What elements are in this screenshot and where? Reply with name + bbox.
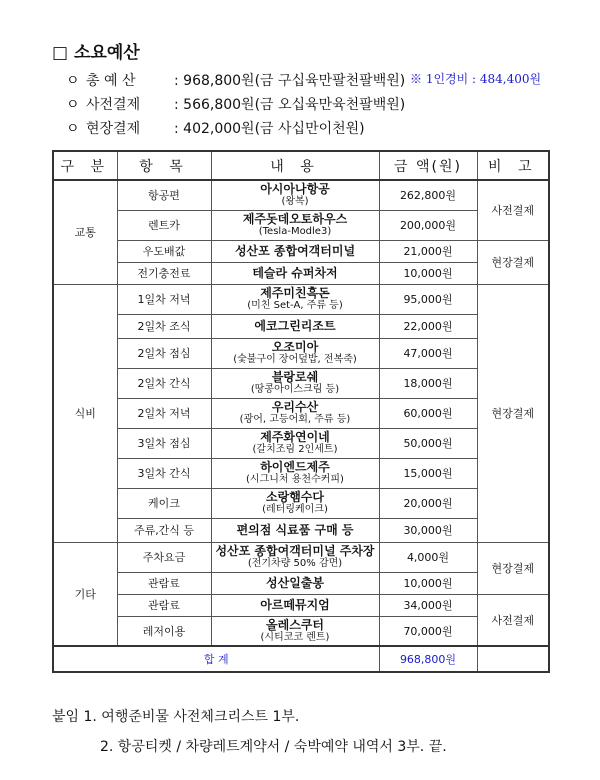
table-row — [53, 488, 549, 518]
content-cell — [211, 210, 379, 240]
content-cell — [211, 338, 379, 368]
content-detail: (Tesla-Modle3) — [258, 226, 332, 237]
content-name: 우리수산 — [271, 400, 319, 414]
table-row — [53, 314, 549, 338]
table-row — [53, 284, 549, 314]
amount-cell: 50,000원 — [379, 428, 477, 458]
amount-cell: 262,800원 — [379, 180, 477, 210]
table-header-row — [53, 151, 549, 180]
amount-cell: 60,000원 — [379, 398, 477, 428]
content-name: 아시아나항공 — [260, 182, 330, 197]
header-amount: 금 액(원) — [379, 151, 477, 180]
content-name: 제주돗데오토하우스 — [242, 212, 348, 226]
content-name: 아르떼뮤지엄 — [260, 598, 330, 612]
table-row — [53, 572, 549, 594]
per-person-note: ※ 1인경비 : 484,400원 — [410, 72, 542, 86]
content-cell — [211, 240, 379, 262]
item-cell: 주차요금 — [117, 542, 211, 572]
content-name: 제주화연이네 — [260, 430, 330, 444]
summary-total: ㅇ 총 예 산 : 968,800원(금 구십육만팔천팔백원) — [66, 73, 406, 89]
table-body — [53, 180, 549, 672]
item-cell: 레저이용 — [117, 616, 211, 646]
amount-cell: 95,000원 — [379, 284, 477, 314]
content-name: 테슬라 슈퍼차저 — [252, 266, 338, 280]
remark-cell: 현장결제 — [477, 240, 549, 284]
table-row — [53, 542, 549, 572]
content-name: 제주미친흑돈 — [260, 286, 330, 300]
content-cell — [211, 180, 379, 210]
item-cell: 케이크 — [117, 488, 211, 518]
item-cell: 2일차 저녁 — [117, 398, 211, 428]
content-detail: (시그니처 용천수커피) — [246, 474, 344, 485]
total-remark — [477, 646, 549, 672]
header-remark: 비 고 — [477, 151, 549, 180]
table-row — [53, 518, 549, 542]
content-detail: (땅콩아이스크림 등) — [250, 384, 340, 395]
amount-cell: 20,000원 — [379, 488, 477, 518]
amount-cell: 70,000원 — [379, 616, 477, 646]
total-amount: 968,800원 — [379, 646, 477, 672]
content-name: 성산일출봉 — [266, 576, 324, 590]
content-name: 에코그린리조트 — [254, 319, 336, 333]
content-cell — [211, 594, 379, 616]
remark-cell: 현장결제 — [477, 284, 549, 542]
item-cell: 관람료 — [117, 572, 211, 594]
category-cell: 기타 — [53, 542, 117, 646]
item-cell: 1일차 저녁 — [117, 284, 211, 314]
content-cell — [211, 572, 379, 594]
amount-cell: 4,000원 — [379, 542, 477, 572]
content-cell — [211, 616, 379, 646]
summary-onsite: ㅇ 현장결제 : 402,000원(금 사십만이천원) — [66, 121, 365, 137]
content-name: 올레스쿠터 — [266, 617, 324, 632]
table-row — [53, 262, 549, 284]
attachment-line-2: 2. 항공티켓 / 차량레트계약서 / 숙박예약 내역서 3부. 끝. — [100, 739, 447, 755]
amount-cell: 200,000원 — [379, 210, 477, 240]
category-cell: 교통 — [53, 180, 117, 284]
amount-cell: 21,000원 — [379, 240, 477, 262]
header-category: 구 분 — [53, 151, 117, 180]
content-name: 편의점 식료품 구매 등 — [236, 523, 354, 537]
content-name: 성산포 종합여객터미널 — [234, 244, 356, 258]
table-row — [53, 594, 549, 616]
category-cell: 식비 — [53, 284, 117, 542]
content-name: 오조미아 — [271, 340, 319, 354]
item-cell: 관람료 — [117, 594, 211, 616]
item-cell: 주류,간식 등 — [117, 518, 211, 542]
table-row — [53, 616, 549, 646]
header-content: 내 용 — [211, 151, 379, 180]
section-title: □ 소요예산 — [52, 43, 140, 63]
budget-table — [52, 150, 550, 673]
total-label: 합 계 — [53, 646, 379, 672]
table-row — [53, 458, 549, 488]
amount-cell: 34,000원 — [379, 594, 477, 616]
item-cell: 항공편 — [117, 180, 211, 210]
content-cell — [211, 398, 379, 428]
remark-cell: 사전결제 — [477, 180, 549, 240]
remark-cell: 현장결제 — [477, 542, 549, 594]
content-name: 하이엔드제주 — [260, 460, 330, 474]
content-detail: (전기차량 50% 감면) — [247, 558, 343, 569]
item-cell: 렌트카 — [117, 210, 211, 240]
content-cell — [211, 488, 379, 518]
content-cell — [211, 458, 379, 488]
content-name: 성산포 종합여객터미널 주차장 — [215, 544, 375, 558]
total-row — [53, 646, 549, 672]
amount-cell: 10,000원 — [379, 262, 477, 284]
table-row — [53, 210, 549, 240]
item-cell: 우도배값 — [117, 240, 211, 262]
table-row — [53, 398, 549, 428]
content-cell — [211, 284, 379, 314]
content-cell — [211, 542, 379, 572]
item-cell: 2일차 간식 — [117, 368, 211, 398]
content-cell — [211, 518, 379, 542]
table-row — [53, 428, 549, 458]
amount-cell: 10,000원 — [379, 572, 477, 594]
amount-cell: 18,000원 — [379, 368, 477, 398]
header-item: 항 목 — [117, 151, 211, 180]
content-detail: (왕복) — [281, 196, 309, 208]
amount-cell: 22,000원 — [379, 314, 477, 338]
content-cell — [211, 428, 379, 458]
item-cell: 전기충전료 — [117, 262, 211, 284]
content-detail: (레터링케이크) — [262, 504, 328, 515]
summary-prepaid: ㅇ 사전결제 : 566,800원(금 오십육만육천팔백원) — [66, 97, 406, 113]
item-cell: 3일차 점심 — [117, 428, 211, 458]
content-detail: (숯불구이 장어덮밥, 전복죽) — [233, 354, 357, 365]
table-row — [53, 240, 549, 262]
content-detail: (광어, 고등어회, 주류 등) — [239, 414, 351, 425]
amount-cell: 30,000원 — [379, 518, 477, 542]
content-cell — [211, 262, 379, 284]
content-name: 블랑로쉐 — [271, 370, 319, 384]
content-detail: (시티코코 렌트) — [260, 631, 330, 643]
item-cell: 2일차 점심 — [117, 338, 211, 368]
table-row — [53, 180, 549, 210]
item-cell: 2일차 조식 — [117, 314, 211, 338]
remark-cell: 사전결제 — [477, 594, 549, 646]
content-detail: (미친 Set-A, 주류 등) — [247, 300, 343, 311]
item-cell: 3일차 간식 — [117, 458, 211, 488]
attachment-line-1: 붙임 1. 여행준비물 사전체크리스트 1부. — [52, 709, 300, 725]
table-row — [53, 368, 549, 398]
content-detail: (갈치조림 2인세트) — [252, 444, 338, 455]
content-cell — [211, 314, 379, 338]
amount-cell: 15,000원 — [379, 458, 477, 488]
amount-cell: 47,000원 — [379, 338, 477, 368]
content-name: 소랑햄수다 — [266, 490, 324, 504]
content-cell — [211, 368, 379, 398]
table-row — [53, 338, 549, 368]
